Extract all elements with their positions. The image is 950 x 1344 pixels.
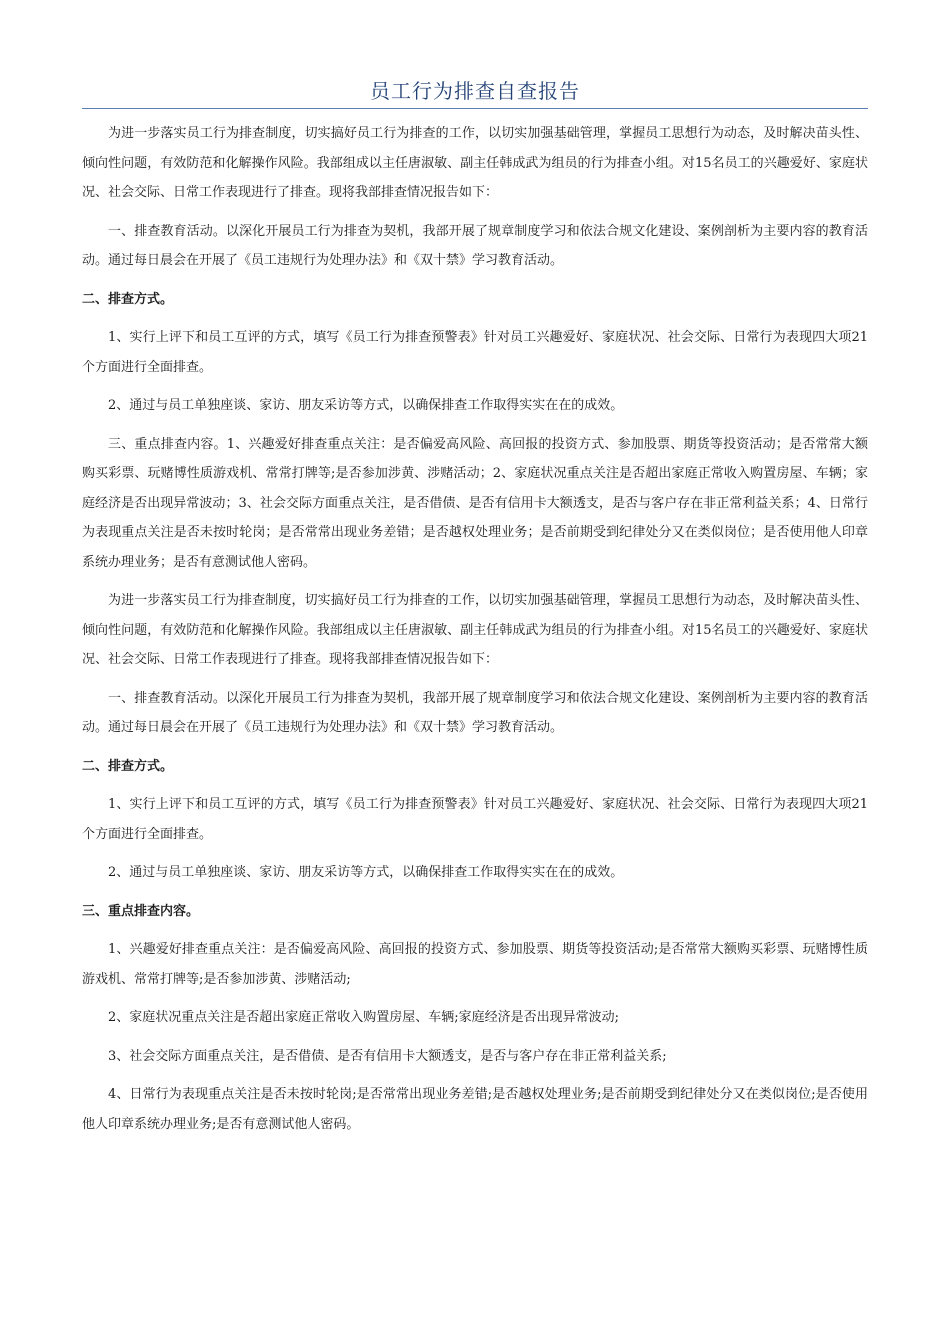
paragraph: 为进一步落实员工行为排查制度，切实搞好员工行为排查的工作，以切实加强基础管理，掌握员工思想行为动态，及时解决苗头性、倾向性问题，有效防范和化解操作风险。我部组成以主任唐淑敏、副主任韩成武为组员的行为排查小组。对15名员工的兴趣爱好、家庭状况、社会交际、日常工作表现进行了排查。现将我部排查情况报告如下：: [82, 126, 868, 200]
paragraph: 1、实行上评下和员工互评的方式，填写《员工行为排查预警表》针对员工兴趣爱好、家庭状况、社会交际、日常行为表现四大项21个方面进行全面排查。: [82, 330, 868, 375]
document-title: 员工行为排查自查报告: [370, 79, 580, 103]
paragraph: 2、通过与员工单独座谈、家访、朋友采访等方式，以确保排查工作取得实实在在的成效。: [108, 865, 624, 880]
paragraph: 3、社会交际方面重点关注，是否借债、是否有信用卡大额透支，是否与客户存在非正常利益关系;: [108, 1048, 667, 1064]
paragraph: 1、兴趣爱好排查重点关注：是否偏爱高风险、高回报的投资方式、参加股票、期货等投资活动;是否常常大额购买彩票、玩赌博性质游戏机、常常打牌等;是否参加涉黄、涉赌活动;: [82, 942, 868, 987]
section-heading: 三、重点排查内容。: [82, 903, 200, 919]
paragraph: 三、重点排查内容。1、兴趣爱好排查重点关注：是否偏爱高风险、高回报的投资方式、参加股票、期货等投资活动；是否常常大额购买彩票、玩赌博性质游戏机、常常打牌等;是否参加涉黄、涉赌活动；2、家庭状况重点关注是否超出家庭正常收入购置房屋、车辆；家庭经济是否出现异常波动；3、社会交际方面重点关注，是否借债、是否有信用卡大额透支，是否与客户存在非正常利益关系；4、日常行为表现重点关注是否未按时轮岗；是否常常出现业务差错；是否越权处理业务；是否前期受到纪律处分又在类似岗位；是否使用他人印章系统办理业务；是否有意测试他人密码。: [82, 436, 868, 570]
document-page: [82, 76, 868, 1148]
title-divider: [82, 108, 868, 109]
section-heading: 二、排查方式。: [82, 758, 174, 774]
section-heading: 二、排查方式。: [82, 291, 174, 307]
paragraph: 4、日常行为表现重点关注是否未按时轮岗;是否常常出现业务差错;是否越权处理业务;是否前期受到纪律处分又在类似岗位;是否使用他人印章系统办理业务;是否有意测试他人密码。: [82, 1087, 868, 1132]
paragraph: 一、排查教育活动。以深化开展员工行为排查为契机，我部开展了规章制度学习和依法合规文化建设、案例剖析为主要内容的教育活动。通过每日晨会在开展了《员工违规行为处理办法》和《双十禁》学习教育活动。: [82, 690, 868, 735]
paragraph: 2、家庭状况重点关注是否超出家庭正常收入购置房屋、车辆;家庭经济是否出现异常波动;: [108, 1010, 620, 1025]
paragraph: 一、排查教育活动。以深化开展员工行为排查为契机，我部开展了规章制度学习和依法合规文化建设、案例剖析为主要内容的教育活动。通过每日晨会在开展了《员工违规行为处理办法》和《双十禁》学习教育活动。: [82, 223, 868, 268]
paragraph: 为进一步落实员工行为排查制度，切实搞好员工行为排查的工作，以切实加强基础管理，掌握员工思想行为动态，及时解决苗头性、倾向性问题，有效防范和化解操作风险。我部组成以主任唐淑敏、副主任韩成武为组员的行为排查小组。对15名员工的兴趣爱好、家庭状况、社会交际、日常工作表现进行了排查。现将我部排查情况报告如下：: [82, 593, 868, 667]
paragraph: 2、通过与员工单独座谈、家访、朋友采访等方式，以确保排查工作取得实实在在的成效。: [108, 398, 624, 413]
paragraph: 1、实行上评下和员工互评的方式，填写《员工行为排查预警表》针对员工兴趣爱好、家庭状况、社会交际、日常行为表现四大项21个方面进行全面排查。: [82, 797, 868, 842]
